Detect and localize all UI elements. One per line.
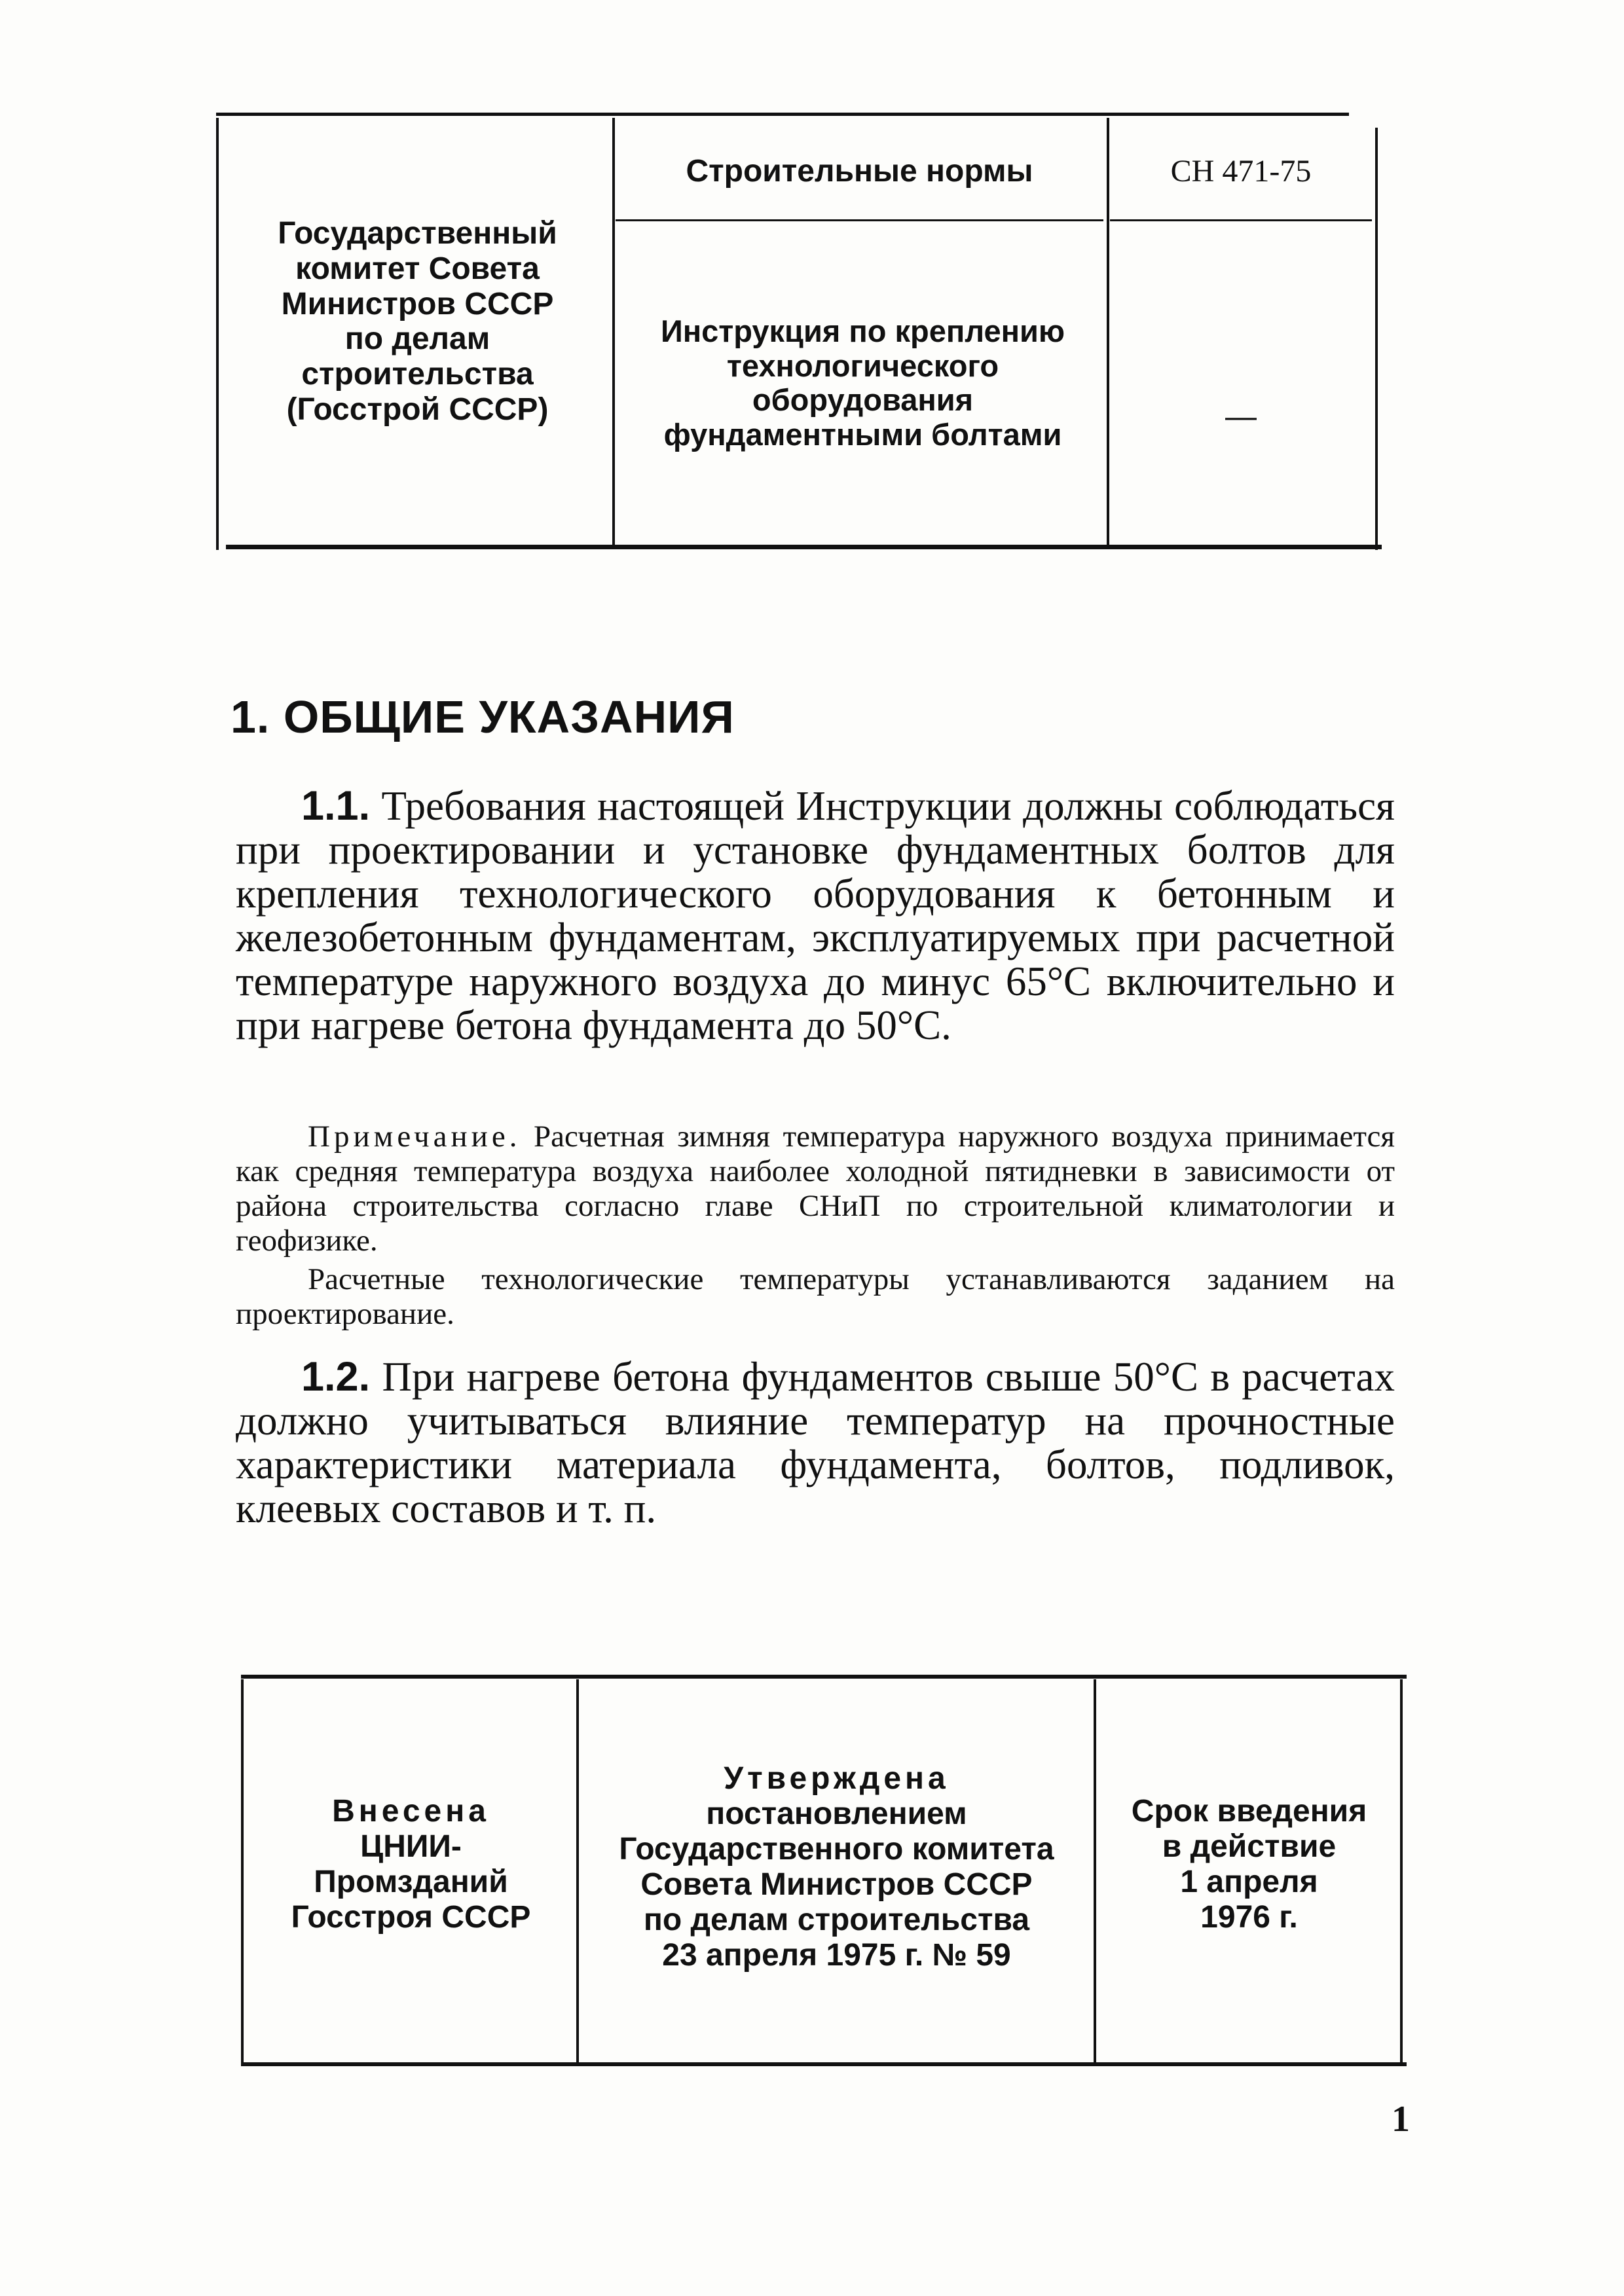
approved-cell: [583, 1761, 1090, 1973]
note: [236, 1120, 1395, 1258]
approval-right-border: [1400, 1679, 1403, 2066]
paragraph-text: При нагреве бетона фундаментов свыше 50°С в расчетах должно учитываться влияние температур на прочностные характеристики материала фундамента, болтов, подливок, клеевых составов и т. п.: [236, 1354, 1395, 1531]
header-divider-1: [612, 118, 615, 547]
header-row-rule-right: [1110, 219, 1372, 221]
submitted-line: Промзданий: [314, 1865, 508, 1899]
approval-divider-1: [576, 1679, 579, 2066]
effective-label-line: Срок введения: [1131, 1794, 1367, 1829]
submitted-cell: [249, 1794, 573, 1935]
authority-block: [226, 216, 609, 428]
effective-label-line: в действие: [1162, 1829, 1337, 1864]
authority-line: комитет Совета: [295, 251, 540, 286]
approval-top-rule: [241, 1675, 1407, 1679]
note-label: Примечание.: [308, 1120, 521, 1154]
section-title: 1. ОБЩИЕ УКАЗАНИЯ: [231, 691, 735, 742]
approved-label: Утверждена: [724, 1761, 950, 1796]
doc-code: СН 471-75: [1170, 154, 1312, 189]
approved-line: Государственного комитета: [619, 1832, 1054, 1867]
header-divider-2: [1107, 118, 1109, 547]
paragraph-number: 1.2.: [301, 1354, 371, 1400]
paragraph-1-1: [236, 784, 1395, 1048]
note-2: Расчетные технологические температуры устанавливаются заданием на проектирование.: [236, 1262, 1395, 1331]
authority-line: по делам: [344, 321, 490, 357]
header-left-border: [216, 118, 219, 550]
authority-line: Государственный: [278, 216, 557, 251]
authority-line: строительства: [301, 357, 534, 392]
approval-divider-2: [1094, 1679, 1096, 2066]
note-text: Расчетная зимняя температура наружного воздуха принимается как средняя температура воздуха наиболее холодной пятидневки в зависимости от района строительства согласно главе СНиП по строительной климатологии и геофизике.: [236, 1120, 1395, 1258]
doc-title-line: Инструкция по креплению: [660, 314, 1065, 348]
doc-type: Строительные нормы: [686, 154, 1033, 189]
replaces-dash: —: [1225, 399, 1257, 434]
paragraph-text: Требования настоящей Инструкции должны соблюдаться при проектировании и установке фундаментных болтов для крепления технологического оборудования к бетонным и железобетонным фундаментам, эксплуатируемых при расчетной температуре наружного воздуха до минус 65°С включительно и при нагреве бетона фундамента до 50°С.: [236, 783, 1395, 1048]
header-row-rule-mid: [616, 219, 1103, 221]
header-right-border: [1375, 128, 1378, 550]
approved-line: Совета Министров СССР: [640, 1867, 1033, 1902]
page-number: 1: [1392, 2099, 1410, 2140]
doc-title-line: оборудования: [752, 382, 974, 418]
header-top-rule: [216, 113, 1349, 116]
effective-cell: [1100, 1794, 1398, 1935]
approval-left-border: [241, 1679, 244, 2066]
paragraph-1-2: [236, 1355, 1395, 1531]
effective-date-line: 1976 г.: [1200, 1900, 1298, 1935]
submitted-line: ЦНИИ-: [360, 1829, 462, 1864]
submitted-label: Внесена: [332, 1794, 490, 1829]
authority-line: Министров СССР: [281, 286, 554, 321]
doc-title: [619, 314, 1107, 452]
approval-bottom-rule: [241, 2062, 1407, 2066]
approved-line: постановлением: [706, 1796, 967, 1831]
doc-title-line: фундаментными болтами: [663, 416, 1062, 452]
submitted-line: Госстроя СССР: [291, 1900, 531, 1935]
header-bottom-rule: [226, 545, 1382, 549]
effective-date-line: 1 апреля: [1180, 1865, 1318, 1899]
paragraph-number: 1.1.: [301, 783, 371, 829]
authority-line: (Госстрой СССР): [286, 392, 549, 427]
approved-line: по делам строительства: [643, 1903, 1030, 1937]
doc-title-line: технологического: [726, 348, 999, 383]
approved-line: 23 апреля 1975 г. № 59: [662, 1938, 1011, 1973]
